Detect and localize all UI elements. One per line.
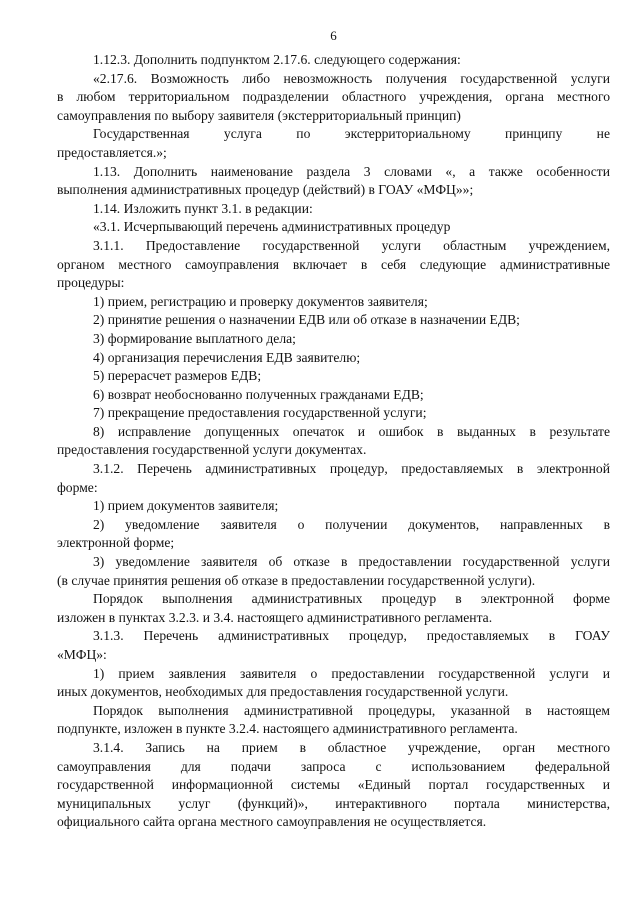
text-line: 4) организация перечисления ЕДВ заявителю; [93,349,361,365]
text-line: 1.13. Дополнить наименование раздела 3 словами «, а также особенности [93,163,610,179]
text-line: самоуправления по выбору заявителя (экстерриториальный принцип) [57,107,461,123]
text-line: подпункте, изложен в пункте 3.2.4. настоящего административного регламента. [57,721,518,737]
text-line: иных документов, необходимых для предоставления государственной услуги. [57,684,509,700]
text-line: 1) прием документов заявителя; [93,498,279,514]
text-line: в любом территориальном подразделении областного учреждения, органа местного [57,89,610,105]
text-line: «МФЦ»: [57,647,107,662]
text-line: государственной информационной системы «Единый портал государственных и [57,777,610,793]
text-line: изложен в пунктах 3.2.3. и 3.4. настоящего административного регламента. [57,609,493,625]
text-line: «3.1. Исчерпывающий перечень административных процедур [93,219,451,235]
text-line: 3.1.4. Запись на прием в областное учреждение, орган местного [93,739,610,755]
text-line: предоставляется.»; [57,144,167,160]
text-line: 2) принятие решения о назначении ЕДВ или об отказе в назначении ЕДВ; [93,312,520,328]
text-line: 5) перерасчет размеров ЕДВ; [93,368,262,384]
text-line: муниципальных услуг (функций)», интерактивного портала министерства, [57,795,610,811]
text-line: 1) прием заявления заявителя о предоставлении государственной услуги и [93,665,610,681]
text-line: 6) возврат необоснованно полученных гражданами ЕДВ; [93,386,424,402]
text-line: предоставления государственной услуги документах. [57,442,367,458]
text-line: 3) формирование выплатного дела; [93,330,296,346]
text-line: 7) прекращение предоставления государственной услуги; [93,405,427,421]
text-line: процедуры: [57,275,125,291]
text-line: 3.1.3. Перечень административных процедур, предоставляемых в ГОАУ [93,628,610,644]
document-body [57,51,610,832]
text-line: (в случае принятия решения об отказе в предоставлении государственной услуги). [57,572,536,588]
text-line: 1.14. Изложить пункт 3.1. в редакции: [93,200,313,216]
text-line: «2.17.6. Возможность либо невозможность получения государственной услуги [93,70,610,86]
text-line: выполнения административных процедур (действий) в ГОАУ «МФЦ»»; [57,182,474,198]
text-line: 2) уведомление заявителя о получении документов, направленных в [93,516,610,532]
text-line: официального сайта органа местного самоуправления не осуществляется. [57,814,487,830]
page-number: 6 [330,28,337,43]
text-line: 3) уведомление заявителя об отказе в предоставлении государственной услуги [93,554,610,570]
text-line: Порядок выполнения административных процедур в электронной форме [93,591,610,607]
text-line: электронной форме; [57,535,175,551]
text-line: форме: [57,479,98,495]
text-line: 3.1.2. Перечень административных процедур, предоставляемых в электронной [93,461,610,477]
text-line: 1.12.3. Дополнить подпунктом 2.17.6. следующего содержания: [93,52,461,67]
text-line: 8) исправление допущенных опечаток и ошибок в выданных в результате [93,423,610,439]
text-line: самоуправления для подачи запроса с использованием федеральной [57,758,610,774]
text-line: Государственная услуга по экстерриториальному принципу не [93,126,610,142]
text-line: 3.1.1. Предоставление государственной услуги областным учреждением, [93,237,610,253]
text-line: органом местного самоуправления включает в себя следующие административные [57,256,610,272]
text-line: Порядок выполнения административной процедуры, указанной в настоящем [93,702,610,718]
text-line: 1) прием, регистрацию и проверку документов заявителя; [93,293,428,309]
